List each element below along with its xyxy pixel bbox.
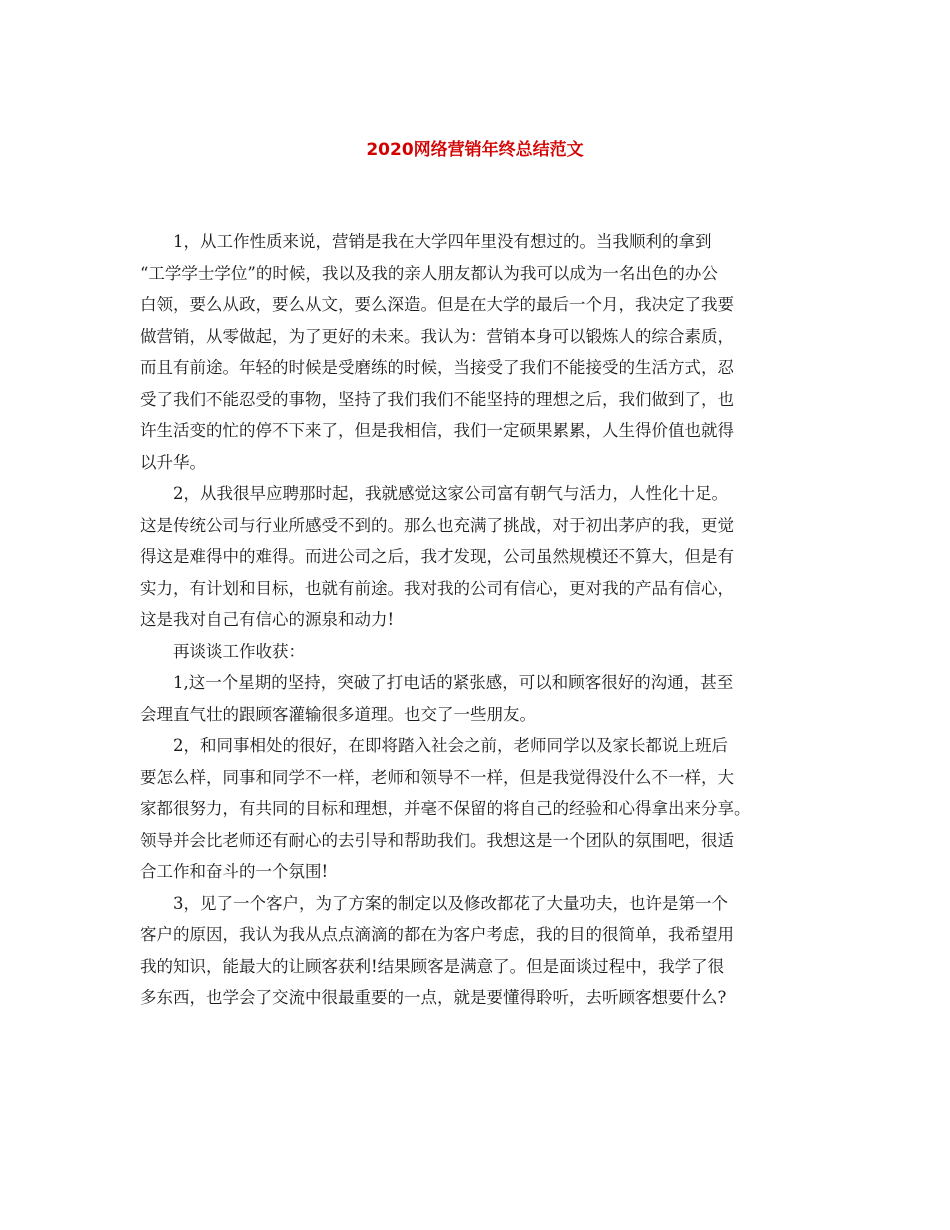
text-line: 1，从工作性质来说，营销是我在大学四年里没有想过的。当我顺利的拿到 (173, 232, 712, 251)
text-line: 家都很努力，有共同的目标和理想，并毫不保留的将自己的经验和心得拿出来分享。 (140, 799, 751, 818)
text-line: 这是传统公司与行业所感受不到的。那么也充满了挑战，对于初出茅庐的我，更觉 (140, 515, 734, 535)
text-line: 受了我们不能忍受的事物，坚持了我们我们不能坚持的理想之后，我们做到了，也 (140, 389, 734, 409)
text-line: 这是我对自己有信心的源泉和动力! (140, 610, 395, 629)
document-body (140, 226, 830, 1014)
paragraph (140, 888, 830, 1014)
text-line: 1,这一个星期的坚持，突破了打电话的紧张感，可以和顾客很好的沟通，甚至 (173, 673, 734, 692)
text-line: 多东西，也学会了交流中很最重要的一点，就是要懂得聆听，去听顾客想要什么? (140, 988, 727, 1007)
text-line: 领导并会比老师还有耐心的去引导和帮助我们。我想这是一个团队的氛围吧，很适 (140, 830, 734, 850)
paragraph (140, 226, 830, 478)
paragraph (140, 636, 830, 668)
paragraph (140, 478, 830, 636)
text-line: 2，从我很早应聘那时起，我就感觉这家公司富有朝气与活力，人性化十足。 (173, 484, 728, 503)
text-line: 3，见了一个客户，为了方案的制定以及修改都花了大量功夫，也许是第一个 (173, 893, 728, 913)
text-line: 2，和同事相处的很好，在即将踏入社会之前，老师同学以及家长都说上班后 (173, 736, 728, 755)
text-line: “工学学士学位”的时候，我以及我的亲人朋友都认为我可以成为一名出色的办公 (140, 263, 718, 283)
text-line: 我的知识，能最大的让顾客获利!结果顾客是满意了。但是面谈过程中，我学了很 (140, 956, 725, 976)
document-title: 2020网络营销年终总结范文 (366, 140, 584, 160)
text-line: 再谈谈工作收获： (173, 641, 305, 661)
paragraph (140, 730, 830, 888)
text-line: 白领，要么从政，要么从文，要么深造。但是在大学的最后一个月，我决定了我要 (140, 295, 734, 314)
text-line: 客户的原因，我认为我从点点滴滴的都在为客户考虑，我的目的很简单，我希望用 (140, 925, 734, 944)
text-line: 做营销，从零做起，为了更好的未来。我认为：营销本身可以锻炼人的综合素质， (140, 326, 734, 346)
paragraph (140, 667, 830, 730)
text-line: 要怎么样，同事和同学不一样，老师和领导不一样，但是我觉得没什么不一样，大 (140, 767, 734, 787)
text-line: 合工作和奋斗的一个氛围! (140, 862, 329, 881)
text-line: 得这是难得中的难得。而进公司之后，我才发现，公司虽然规模还不算大，但是有 (140, 547, 734, 566)
text-line: 会理直气壮的跟顾客灌输很多道理。也交了一些朋友。 (140, 704, 536, 724)
text-line: 许生活变的忙的停不下来了，但是我相信，我们一定硕果累累，人生得价值也就得 (140, 421, 734, 440)
text-line: 实力，有计划和目标，也就有前途。我对我的公司有信心，更对我的产品有信心， (140, 578, 734, 598)
text-line: 而且有前途。年轻的时候是受磨练的时候，当接受了我们不能接受的生活方式，忍 (140, 358, 734, 377)
text-line: 以升华。 (140, 452, 206, 472)
